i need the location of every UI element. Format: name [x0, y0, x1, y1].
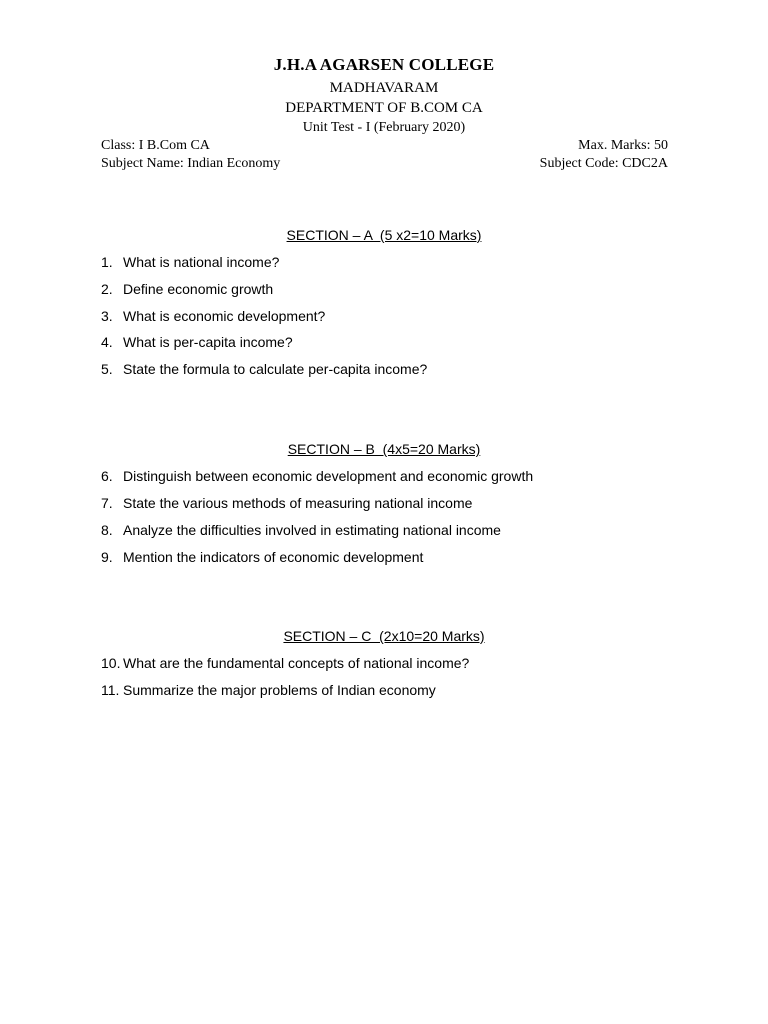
subject-code-label: Subject Code: CDC2A: [539, 156, 668, 171]
section-b-title: SECTION – B (4x5=20 Marks): [287, 441, 481, 457]
question-number: 1.: [101, 254, 113, 270]
question-number: 6.: [101, 468, 113, 484]
meta-row-subject: [101, 156, 668, 172]
question-item: [101, 655, 469, 671]
question-number: 7.: [101, 495, 113, 511]
question-text: What is national income?: [123, 254, 280, 270]
question-item: [101, 334, 293, 350]
question-item: [101, 281, 273, 297]
section-a-title: SECTION – A (5 x2=10 Marks): [286, 227, 482, 243]
question-text: Mention the indicators of economic development: [123, 549, 424, 565]
department-name: DEPARTMENT OF B.COM CA: [285, 100, 483, 116]
question-number: 10.: [101, 655, 121, 671]
question-text: Analyze the difficulties involved in estimating national income: [123, 522, 501, 538]
question-number: 2.: [101, 281, 113, 297]
question-number: 8.: [101, 522, 113, 538]
question-number: 11.: [101, 682, 120, 698]
question-text: What is per-capita income?: [123, 334, 293, 350]
question-item: [101, 682, 436, 698]
question-text: What are the fundamental concepts of national income?: [123, 655, 470, 671]
question-number: 4.: [101, 334, 113, 350]
question-item: [101, 522, 501, 538]
question-number: 5.: [101, 361, 113, 377]
question-number: 3.: [101, 308, 113, 324]
question-item: [101, 468, 533, 484]
question-text: State the formula to calculate per-capita income?: [123, 361, 428, 377]
question-text: Define economic growth: [123, 281, 274, 297]
question-text: Distinguish between economic development and economic growth: [123, 468, 534, 484]
question-text: State the various methods of measuring national income: [123, 495, 473, 511]
college-location: MADHAVARAM: [329, 80, 439, 96]
subject-name-label: Subject Name: Indian Economy: [101, 156, 281, 171]
college-name: J.H.A AGARSEN COLLEGE: [273, 55, 495, 74]
meta-row-class: [101, 138, 668, 154]
question-item: [101, 308, 325, 324]
question-item: [101, 361, 427, 377]
question-item: [101, 495, 472, 511]
class-label: Class: I B.Com CA: [101, 138, 210, 153]
question-text: Summarize the major problems of Indian economy: [123, 682, 436, 698]
question-item: [101, 549, 423, 565]
question-number: 9.: [101, 549, 113, 565]
section-c-title: SECTION – C (2x10=20 Marks): [283, 628, 485, 644]
question-item: [101, 254, 279, 270]
question-text: What is economic development?: [123, 308, 326, 324]
max-marks-label: Max. Marks: 50: [578, 138, 668, 153]
test-title: Unit Test - I (February 2020): [302, 120, 466, 135]
